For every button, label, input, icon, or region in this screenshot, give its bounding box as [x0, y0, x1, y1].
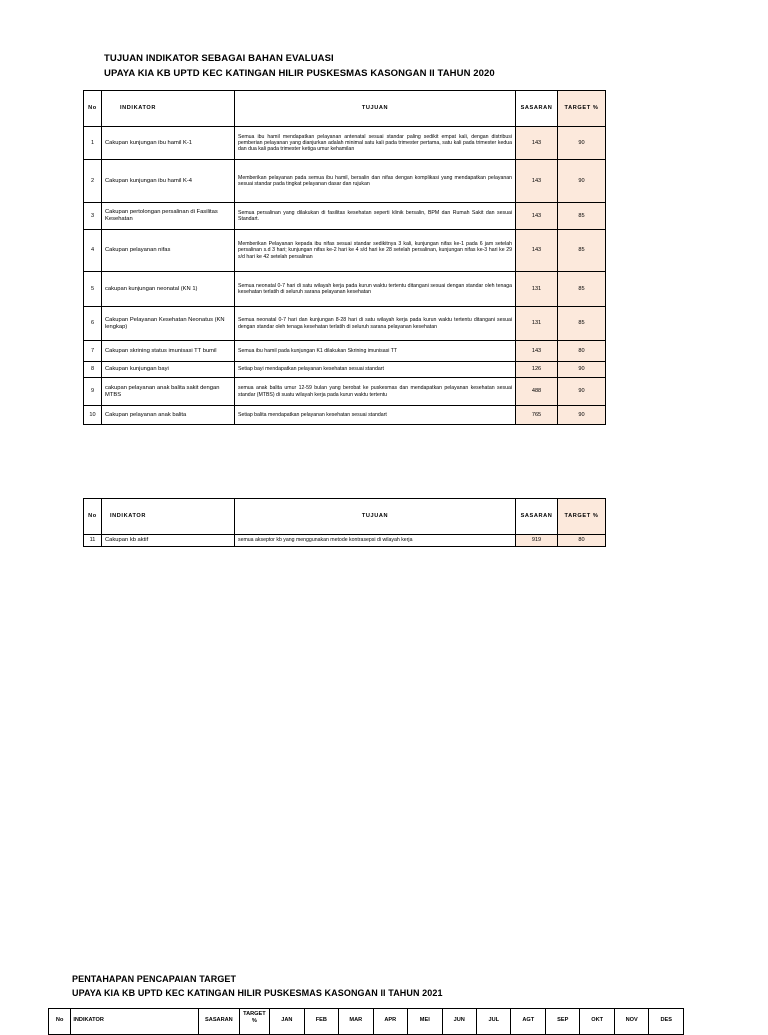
indicator-table-kb: [83, 498, 606, 547]
header-month-okt: OKT: [580, 1009, 614, 1035]
header-month-jan: JAN: [270, 1009, 304, 1035]
table-row: [84, 127, 606, 160]
row-indikator: Cakupan Pelayanan Kesehatan Neonatus (KN lengkap): [102, 307, 235, 341]
table-row: [84, 362, 606, 378]
row-no: 4: [84, 230, 102, 272]
row-tujuan: Semua neonatal 0-7 hari dan kunjungan 8-28 hari di satu wilayah kerja pada kurun waktu tertentu ditangani sesuai dengan standar oleh tenaga kesehatan terlatih di seluruh sarana pelayanan kesehatan: [235, 307, 516, 341]
table-row: [84, 307, 606, 341]
row-sasaran: 765: [516, 406, 558, 425]
row-target: 90: [558, 160, 606, 203]
row-no: 6: [84, 307, 102, 341]
row-indikator: Cakupan pertolongan persalinan di Fasilitas Kesehatan: [102, 203, 235, 230]
table-row: [84, 272, 606, 307]
row-indikator: Cakupan skrining status imunisasi TT bumil: [102, 341, 235, 362]
row-target: 90: [558, 406, 606, 425]
header-tujuan: TUJUAN: [235, 499, 516, 535]
header-month-mei: MEI: [408, 1009, 442, 1035]
table-header-row: [84, 499, 606, 535]
table-row: [84, 230, 606, 272]
header-indikator: INDIKATOR: [102, 91, 235, 127]
table-row: [84, 203, 606, 230]
section1-title-line1: TUJUAN INDIKATOR SEBAGAI BAHAN EVALUASI: [104, 53, 334, 64]
row-target: 90: [558, 362, 606, 378]
row-target: 85: [558, 203, 606, 230]
row-sasaran: 143: [516, 341, 558, 362]
row-no: 3: [84, 203, 102, 230]
row-indikator: Cakupan pelayanan anak balita: [102, 406, 235, 425]
row-sasaran: 131: [516, 272, 558, 307]
header-month-jun: JUN: [442, 1009, 476, 1035]
row-tujuan: Semua persalinan yang dilakukan di fasilitas kesehatan seperti klinik bersalin, BPM dan Rumah Sakit dan sesuai Standart.: [235, 203, 516, 230]
row-indikator: Cakupan pelayanan nifas: [102, 230, 235, 272]
row-indikator: cakupan pelayanan anak balita sakit dengan MTBS: [102, 378, 235, 406]
header-indikator: INDIKATOR: [102, 499, 235, 535]
header-month-sep: SEP: [545, 1009, 579, 1035]
row-sasaran: 131: [516, 307, 558, 341]
row-sasaran: 143: [516, 127, 558, 160]
row-indikator: Cakupan kb aktif: [102, 535, 235, 547]
row-target: 90: [558, 378, 606, 406]
table-row: [84, 535, 606, 547]
table-header-row: [84, 91, 606, 127]
header-month-nov: NOV: [614, 1009, 648, 1035]
row-target: 85: [558, 272, 606, 307]
row-tujuan: Memberikan Pelayanan kepada ibu nifas sesuai standar sedikitnya 3 kali, kunjungan nifas ke-1 pada 6 jam setelah persalinan s.d 3 hari; kunjungan nifas ke-2 hari ke 4 s/d hari ke 28 setelah persalinan, kunjungan nifas ke-3 hari ke 29 s/d hari ke 42 setelah persalinan: [235, 230, 516, 272]
header-month-apr: APR: [373, 1009, 407, 1035]
table-row: [84, 406, 606, 425]
row-no: 5: [84, 272, 102, 307]
section2-title-line1: PENTAHAPAN PENCAPAIAN TARGET: [72, 974, 237, 984]
row-sasaran: 143: [516, 203, 558, 230]
header-month-agt: AGT: [511, 1009, 545, 1035]
row-tujuan: Setiap bayi mendapatkan pelayanan kesehatan sesuai standart: [235, 362, 516, 378]
section1-title-line2: UPAYA KIA KB UPTD KEC KATINGAN HILIR PUSKESMAS KASONGAN II TAHUN 2020: [104, 68, 495, 79]
row-target: 80: [558, 535, 606, 547]
header-target: TARGET %: [558, 91, 606, 127]
row-tujuan: semua anak balita umur 12-59 bulan yang berobat ke puskesmas dan mendapatkan pelayanan kesehatan sesuai standar (MTBS) di suatu wilayah kerja pada kurun waktu tertentu: [235, 378, 516, 406]
header-target: TARGET %: [239, 1009, 269, 1035]
header-month-jul: JUL: [477, 1009, 511, 1035]
row-indikator: Cakupan kunjungan ibu hamil K-1: [102, 127, 235, 160]
row-target: 85: [558, 307, 606, 341]
header-month-des: DES: [649, 1009, 684, 1035]
header-sasaran: SASARAN: [516, 499, 558, 535]
header-indikator: INDIKATOR: [71, 1009, 199, 1035]
header-no: No: [84, 499, 102, 535]
row-no: 7: [84, 341, 102, 362]
header-no: No: [49, 1009, 71, 1035]
row-tujuan: Semua ibu hamil pada kunjungan K1 dilakukan Skrining imunisasi TT: [235, 341, 516, 362]
row-no: 10: [84, 406, 102, 425]
row-indikator: cakupan kunjungan neonatal (KN 1): [102, 272, 235, 307]
row-no: 1: [84, 127, 102, 160]
row-sasaran: 919: [516, 535, 558, 547]
row-sasaran: 143: [516, 160, 558, 203]
row-target: 85: [558, 230, 606, 272]
header-month-mar: MAR: [339, 1009, 373, 1035]
row-no: 8: [84, 362, 102, 378]
row-no: 9: [84, 378, 102, 406]
row-no: 2: [84, 160, 102, 203]
header-no: No: [84, 91, 102, 127]
row-tujuan: Semua neonatal 0-7 hari di satu wilayah kerja pada kurun waktu tertentu ditangani sesuai dengan standar oleh tenaga kesehatan terlatih di seluruh sarana pelayanan kesehatan: [235, 272, 516, 307]
header-tujuan: TUJUAN: [235, 91, 516, 127]
table-row: [84, 341, 606, 362]
row-tujuan: semua akseptor kb yang menggunakan metode kontrasepsi di wilayah kerja: [235, 535, 516, 547]
indicator-table: [83, 90, 606, 425]
row-sasaran: 126: [516, 362, 558, 378]
row-indikator: Cakupan kunjungan ibu hamil K-4: [102, 160, 235, 203]
row-indikator: Cakupan kunjungan bayi: [102, 362, 235, 378]
row-tujuan: Memberikan pelayanan pada semua ibu hamil, bersalin dan nifas dengan komplikasi yang mendapatkan pelayanan sesuai standar pada tingkat pelayanan dasar dan rujukan: [235, 160, 516, 203]
header-month-feb: FEB: [304, 1009, 338, 1035]
section2-title-line2: UPAYA KIA KB UPTD KEC KATINGAN HILIR PUSKESMAS KASONGAN II TAHUN 2021: [72, 988, 443, 998]
header-sasaran: SASARAN: [199, 1009, 240, 1035]
row-sasaran: 488: [516, 378, 558, 406]
row-target: 80: [558, 341, 606, 362]
row-sasaran: 143: [516, 230, 558, 272]
row-target: 90: [558, 127, 606, 160]
table-header-row: [49, 1009, 684, 1035]
header-target: TARGET %: [558, 499, 606, 535]
table-row: [84, 160, 606, 203]
table-row: [84, 378, 606, 406]
row-tujuan: Setiap balita mendapatkan pelayanan kesehatan sesuai standart: [235, 406, 516, 425]
row-tujuan: Semua ibu hamil mendapatkan pelayanan antenatal sesuai standar paling sedikit empat kali, dengan distribusi pemberian pelayanan yang dianjurkan adalah minimal satu kali pada trimester pertama, satu kali pada trimester kedua dan dua kali pada trimester ketiga umur kehamilan: [235, 127, 516, 160]
header-sasaran: SASARAN: [516, 91, 558, 127]
row-no: 11: [84, 535, 102, 547]
target-phasing-table: [48, 1008, 684, 1035]
